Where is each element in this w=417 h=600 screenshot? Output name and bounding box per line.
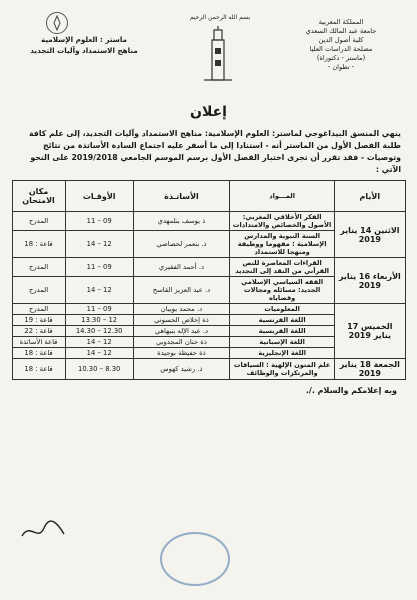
time-cell: 12 – 14 bbox=[65, 277, 133, 304]
page-title: إعلان bbox=[190, 104, 227, 120]
room-cell: المدرج bbox=[12, 258, 65, 277]
basmala: بسم الله الرحمن الرحيم bbox=[189, 14, 251, 21]
subject-cell: الفكر الأخلاقي المغربي: الأصول والخصائص والامتدادات bbox=[230, 212, 335, 231]
time-cell: 09 – 11 bbox=[65, 304, 133, 315]
header-line: المملكة المغربية bbox=[318, 18, 364, 26]
subject-cell: اللغة الفرنسية bbox=[230, 315, 335, 326]
column-header: الأوقـات bbox=[65, 181, 133, 212]
time-cell: 12 – 14 bbox=[65, 231, 133, 258]
header-line: كلية أصول الدين bbox=[318, 36, 364, 44]
time-cell: 8.30 – 10.30 bbox=[65, 359, 133, 380]
letterhead bbox=[10, 6, 407, 98]
time-cell: 12 – 14 bbox=[65, 337, 133, 348]
subject-cell: السنة النبوية والمدارس الإسلامية : مفهوما ووظيفة ومنهجا للاستمداد bbox=[230, 231, 335, 258]
subject-cell: القراءات المعاصرة للنص القرآني من النقد إلى التجديد bbox=[230, 258, 335, 277]
table-row bbox=[12, 304, 405, 315]
official-stamp-icon bbox=[160, 532, 230, 586]
professor-cell: د. أحمد الفقيري bbox=[133, 258, 229, 277]
room-cell: المدرج bbox=[12, 304, 65, 315]
day-cell: الخميس 17 يناير 2019 bbox=[335, 304, 405, 359]
day-cell: الجمعة 18 يناير 2019 bbox=[335, 359, 405, 380]
professor-cell: ذة حفيظة بوجيدة bbox=[133, 348, 229, 359]
column-header: مكان الامتحان bbox=[12, 181, 65, 212]
signature-icon bbox=[20, 518, 66, 544]
subject-cell: علم المتون الإلهية : السياقات والمرتكزات والوظائف bbox=[230, 359, 335, 380]
faculty-logo-icon bbox=[200, 26, 236, 84]
room-cell: المدرج bbox=[12, 212, 65, 231]
professor-cell: ذ يوسف بنلمهدي bbox=[133, 212, 229, 231]
room-cell: المدرج bbox=[12, 277, 65, 304]
institution-header bbox=[281, 18, 401, 72]
professor-cell: د. محمد بويبان bbox=[133, 304, 229, 315]
room-cell: قاعة الأساتذة bbox=[12, 337, 65, 348]
table-header-row bbox=[12, 181, 405, 212]
room-cell: قاعة : 18 bbox=[12, 359, 65, 380]
table-body bbox=[12, 212, 405, 380]
exam-schedule-table bbox=[12, 180, 406, 380]
table-row bbox=[12, 359, 405, 380]
column-header: الأيام bbox=[335, 181, 405, 212]
column-header: الأساتـذة bbox=[133, 181, 229, 212]
room-cell: قاعة : 22 bbox=[12, 326, 65, 337]
header-line: مناهج الاستمداد وآليات التجديد bbox=[30, 46, 138, 55]
header-line: (ماستر - دكتوراة) bbox=[316, 54, 366, 62]
time-cell: 12.30 – 14.30 bbox=[65, 326, 133, 337]
emblem-icon bbox=[46, 12, 68, 34]
subject-cell: المعلوميات bbox=[230, 304, 335, 315]
professor-cell: ذة إخلاص الحسوني bbox=[133, 315, 229, 326]
room-cell: قاعة : 18 bbox=[12, 348, 65, 359]
time-cell: 09 – 11 bbox=[65, 258, 133, 277]
intro-paragraph: ينهي المنسق البيداغوجي لماستر: العلوم الإسلامية: مناهج الاستمداد وآليات التجديد، إلى علم كافة طلبة الفصل الأول من الماستر أنه - استنادا إلى ما أسفر عليه اجتماع السادة الأساتذة من نتائج وتوصيات - فقد تقرر أن تجرى اختبار الفصل الأول برسم الموسم الجامعي 2019/2018 على النحو الآتي : bbox=[29, 129, 401, 174]
time-cell: 12 – 13.30 bbox=[65, 315, 133, 326]
subject-cell: اللغة الفرنسية bbox=[230, 326, 335, 337]
room-cell: قاعة : 18 bbox=[12, 231, 65, 258]
professor-cell: ذة حنان المجدوبي bbox=[133, 337, 229, 348]
subject-cell: الفقه السياسي الإسلامي الجديد: مسائله ومجالات وقضاياه bbox=[230, 277, 335, 304]
subject-cell: اللغة الإنجليزية bbox=[230, 348, 335, 359]
table-row bbox=[12, 212, 405, 231]
time-cell: 12 – 14 bbox=[65, 348, 133, 359]
table-row bbox=[12, 258, 405, 277]
day-cell: الاثنين 14 يناير 2019 bbox=[335, 212, 405, 258]
room-cell: قاعة : 19 bbox=[12, 315, 65, 326]
column-header: المـــواد bbox=[230, 181, 335, 212]
master-program-header bbox=[24, 34, 144, 56]
professor-cell: ذ. رشيد كهوس bbox=[133, 359, 229, 380]
header-line: ماستر : العلوم الإسلامية bbox=[40, 35, 127, 44]
time-cell: 09 – 11 bbox=[65, 212, 133, 231]
header-line: مصلحة الدراسات العليا bbox=[309, 45, 373, 53]
professor-cell: ذ. بنعمر لحصاصي bbox=[133, 231, 229, 258]
professor-cell: د. عبد العزيز القاسح bbox=[133, 277, 229, 304]
professor-cell: د. عبد الإله بنبهاهي bbox=[133, 326, 229, 337]
header-line: جامعة عبد المالك السعدي bbox=[305, 27, 377, 35]
closing-line: وبه إعلامكم والسلام ./. bbox=[305, 386, 397, 395]
header-line: - تطوان - bbox=[327, 63, 355, 71]
subject-cell: اللغة الإسبانية bbox=[230, 337, 335, 348]
day-cell: الأربعاء 16 يناير 2019 bbox=[335, 258, 405, 304]
